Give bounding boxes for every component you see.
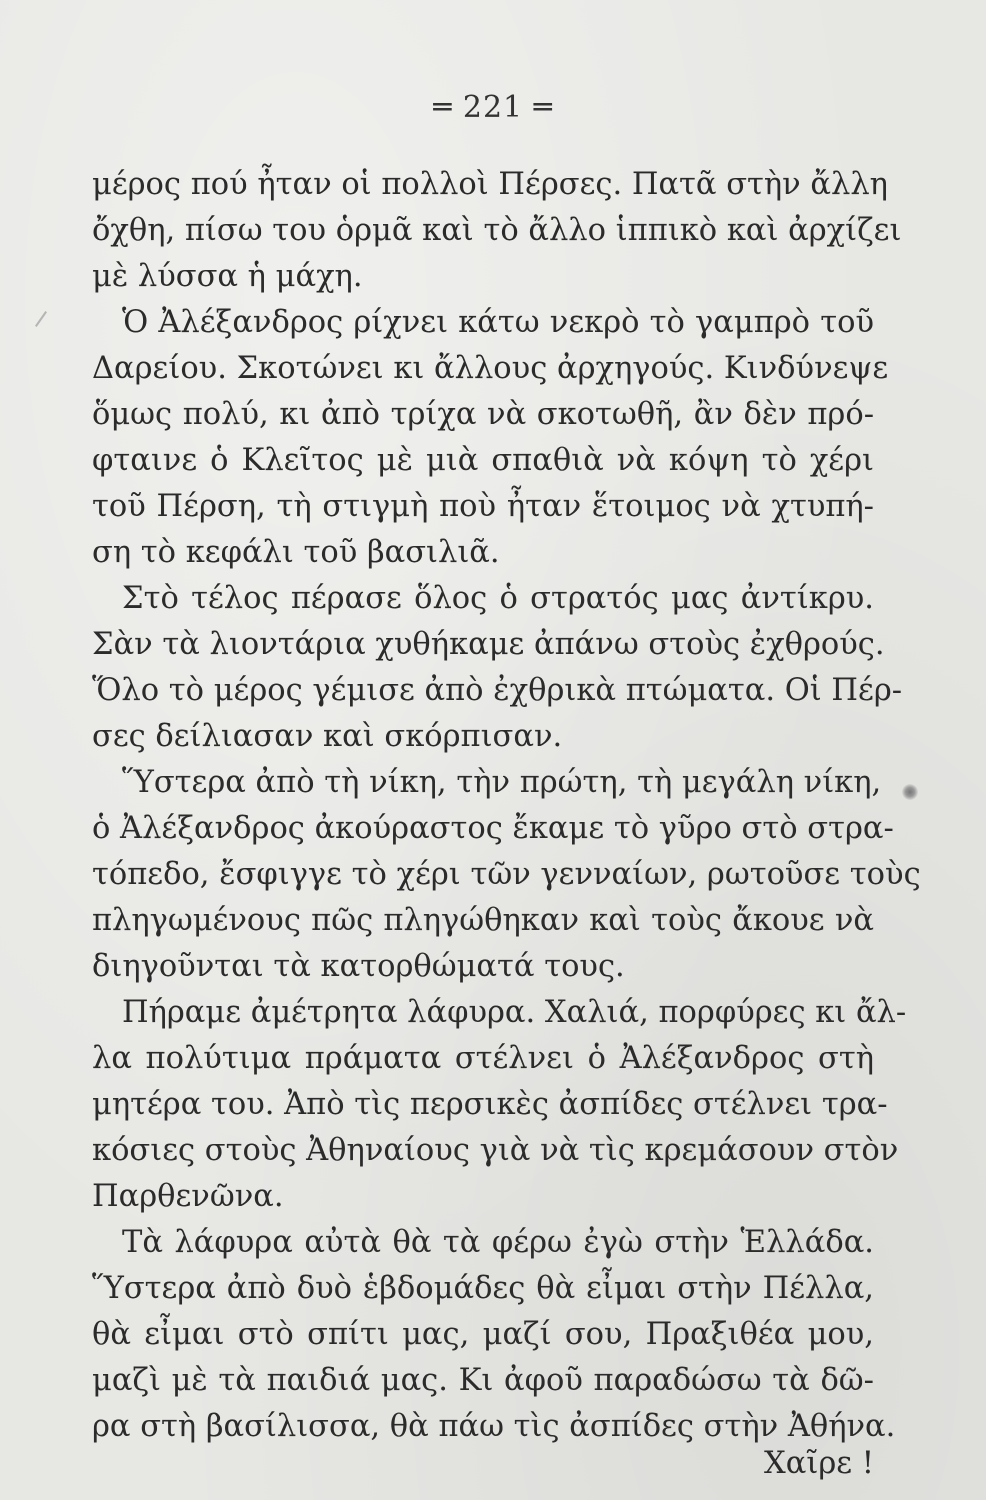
text-line: Ὅλο τὸ μέρος γέμισε ἀπὸ ἐχθρικὰ πτώματα. Οἱ Πέρ- bbox=[92, 673, 903, 708]
text-line: ρα στὴ βασίλισσα, θὰ πάω τὶς ἀσπίδες στὴν Ἀθήνα. bbox=[92, 1409, 896, 1444]
text-line: πληγωμένους πῶς πληγώθηκαν καὶ τοὺς ἄκουε νὰ bbox=[92, 903, 874, 938]
text-line: Στὸ τέλος πέρασε ὅλος ὁ στρατός μας ἀντίκρυ. bbox=[122, 581, 874, 616]
page-number-text: 221 bbox=[462, 90, 524, 125]
page-number bbox=[0, 90, 986, 125]
text-line: τόπεδο, ἔσφιγγε τὸ χέρι τῶν γενναίων, ρωτοῦσε τοὺς bbox=[92, 857, 921, 892]
ink-smudge bbox=[902, 784, 918, 800]
text-line: θὰ εἶμαι στὸ σπίτι μας, μαζί σου, Πραξιθέα μου, bbox=[92, 1317, 874, 1352]
text-line: μὲ λύσσα ἡ μάχη. bbox=[92, 259, 363, 294]
text-line: ὄχθη, πίσω του ὁρμᾶ καὶ τὸ ἄλλο ἱππικὸ καὶ ἀρχίζει bbox=[92, 213, 902, 248]
closing-salutation: Χαῖρε ! bbox=[764, 1446, 874, 1481]
text-line: κόσιες στοὺς Ἀθηναίους γιὰ νὰ τὶς κρεμάσουν στὸν bbox=[92, 1133, 899, 1168]
text-line: Πήραμε ἀμέτρητα λάφυρα. Χαλιά, πορφύρες κι ἄλ- bbox=[122, 995, 907, 1030]
text-line: Παρθενῶνα. bbox=[92, 1179, 284, 1214]
text-line: σες δείλιασαν καὶ σκόρπισαν. bbox=[92, 719, 563, 754]
text-line: ση τὸ κεφάλι τοῦ βασιλιᾶ. bbox=[92, 535, 500, 570]
text-line: ὁ Ἀλέξανδρος ἀκούραστος ἔκαμε τὸ γῦρο στὸ στρα- bbox=[92, 811, 894, 846]
text-line: λα πολύτιμα πράματα στέλνει ὁ Ἀλέξανδρος στὴ bbox=[92, 1041, 874, 1076]
text-line: Σὰν τὰ λιοντάρια χυθήκαμε ἀπάνω στοὺς ἐχθρούς. bbox=[92, 627, 885, 662]
text-line: μαζὶ μὲ τὰ παιδιά μας. Κι ἀφοῦ παραδώσω τὰ δῶ- bbox=[92, 1363, 874, 1398]
text-line: φταινε ὁ Κλεῖτος μὲ μιὰ σπαθιὰ νὰ κόψη τὸ χέρι bbox=[92, 443, 874, 478]
text-line: διηγοῦνται τὰ κατορθώματά τους. bbox=[92, 949, 625, 984]
page-number-dash-left: ═ bbox=[433, 90, 453, 125]
text-line: μέρος πού ἦταν οἱ πολλοὶ Πέρσες. Πατᾶ στὴν ἄλλη bbox=[92, 167, 888, 202]
text-line: Ὕστερα ἀπὸ τὴ νίκη, τὴν πρώτη, τὴ μεγάλη νίκη, bbox=[122, 765, 882, 800]
pencil-mark bbox=[35, 311, 47, 327]
text-line: Δαρείου. Σκοτώνει κι ἄλλους ἀρχηγούς. Κινδύνεψε bbox=[92, 351, 889, 386]
text-line: μητέρα του. Ἀπὸ τὶς περσικὲς ἀσπίδες στέλνει τρα- bbox=[92, 1087, 888, 1122]
text-line: Ὁ Ἀλέξανδρος ρίχνει κάτω νεκρὸ τὸ γαμπρὸ τοῦ bbox=[122, 305, 874, 340]
page-number-dash-right: ═ bbox=[533, 90, 553, 125]
text-line: Ὕστερα ἀπὸ δυὸ ἑβδομάδες θὰ εἶμαι στὴν Πέλλα, bbox=[92, 1271, 874, 1306]
text-line: Τὰ λάφυρα αὐτὰ θὰ τὰ φέρω ἐγὼ στὴν Ἑλλάδα. bbox=[122, 1225, 874, 1260]
text-line: ὅμως πολύ, κι ἀπὸ τρίχα νὰ σκοτωθῆ, ἂν δὲν πρό- bbox=[92, 397, 874, 432]
text-line: τοῦ Πέρση, τὴ στιγμὴ ποὺ ἦταν ἕτοιμος νὰ χτυπή- bbox=[92, 489, 874, 524]
